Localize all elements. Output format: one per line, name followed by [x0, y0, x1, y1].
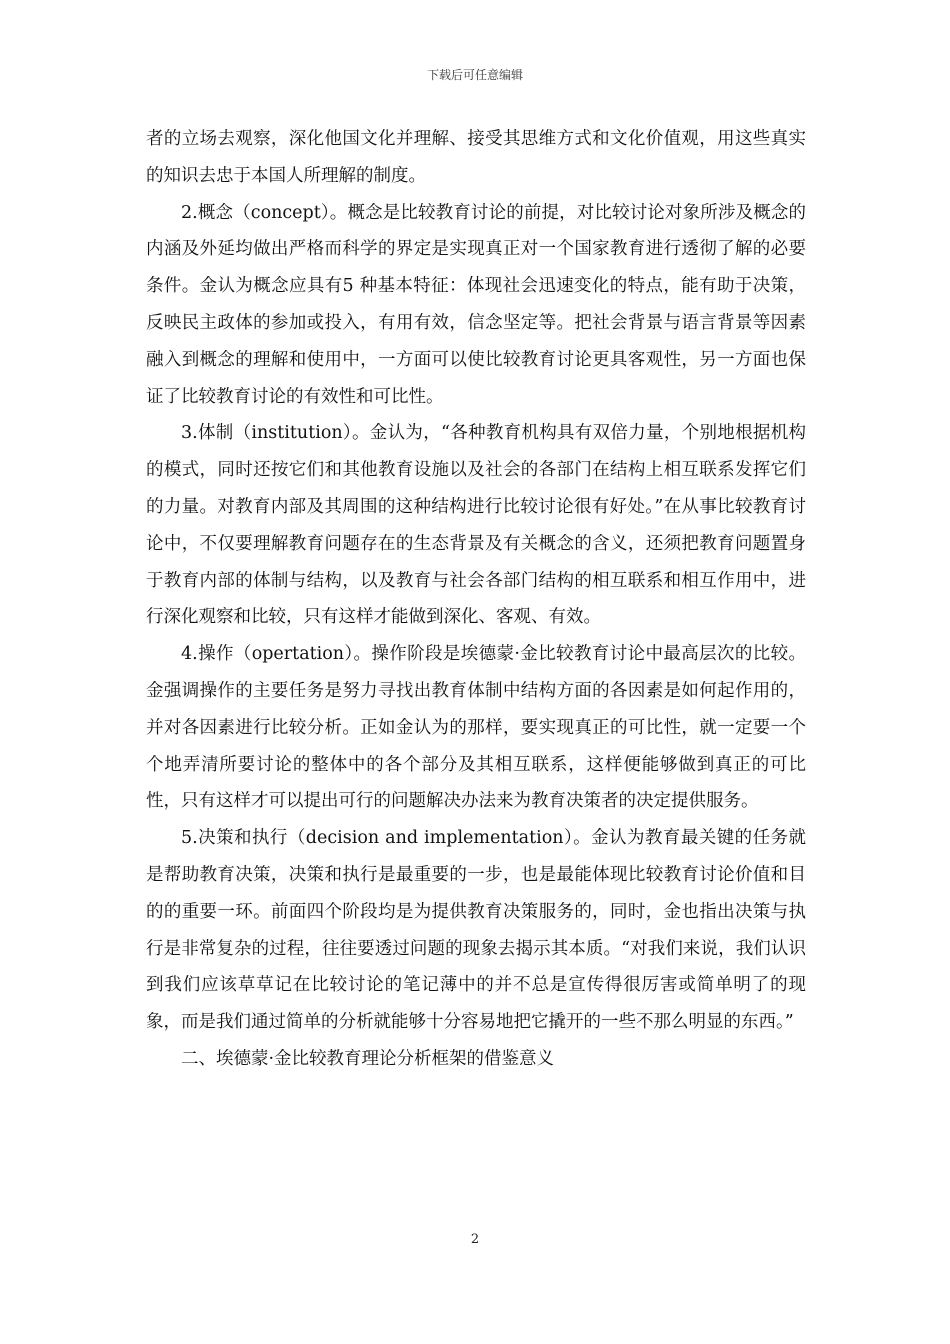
paragraph-decision-implementation: 5.决策和执行（decision and implementation）。金认为教育最关键的任务就是帮助教育决策，决策和执行是最重要的一步，也是最能体现比较教育讨论价值和目的的重要一环。前面四个阶段均是为提供教育决策服务的，同时，金也指出决策与执行是非常复杂的过程，往往要透过问题的现象去揭示其本质。“对我们来说，我们认识到我们应该草草记在比较讨论的笔记薄中的并不总是宣传得很厉害或简单明了的现象，而是我们通过简单的分析就能够十分容易地把它撬开的一些不那么明显的东西。”: [146, 828, 806, 1033]
paragraph-institution: 3.体制（institution）。金认为，“各种教育机构具有双倍力量，个别地根据机构的模式，同时还按它们和其他教育设施以及社会的各部门在结构上相互联系发挥它们的力量。对教育内部及其周围的这种结构进行比较讨论很有好处。”在从事比较教育讨论中，不仅要理解教育问题存在的生态背景及有关概念的含义，还须把教育问题置身于教育内部的体制与结构，以及教育与社会各部门结构的相互联系和相互作用中，进行深化观察和比较，只有这样才能做到深化、客观、有效。: [146, 423, 806, 628]
paragraph-concept: 2.概念（concept）。概念是比较教育讨论的前提，对比较讨论对象所涉及概念的内涵及外延均做出严格而科学的界定是实现真正对一个国家教育进行透彻了解的必要条件。金认为概念应具有5 种基本特征：体现社会迅速变化的特点，能有助于决策，反映民主政体的参加或投入，有用有效，信念坚定等。把社会背景与语言背景等因素融入到概念的理解和使用中，一方面可以使比较教育讨论更具客观性，另一方面也保证了比较教育讨论的有效性和可比性。: [146, 202, 806, 407]
page-number: 2: [470, 1232, 480, 1247]
document-body: [146, 121, 806, 1078]
paragraph-operation: 4.操作（opertation）。操作阶段是埃德蒙·金比较教育讨论中最高层次的比较。金强调操作的主要任务是努力寻找出教育体制中结构方面的各因素是如何起作用的，并对各因素进行比较分析。正如金认为的那样，要实现真正的可比性，就一定要一个个地弄清所要讨论的整体中的各个部分及其相互联系，这样便能够做到真正的可比性，只有这样才可以提出可行的问题解决办法来为教育决策者的决定提供服务。: [146, 644, 806, 812]
paragraph-continuation: 者的立场去观察，深化他国文化并理解、接受其思维方式和文化价值观，用这些真实的知识去忠于本国人所理解的制度。: [146, 129, 806, 186]
page-header-note: 下载后可任意编辑: [426, 68, 523, 82]
section-heading: 二、埃德蒙·金比较教育理论分析框架的借鉴意义: [181, 1048, 555, 1069]
